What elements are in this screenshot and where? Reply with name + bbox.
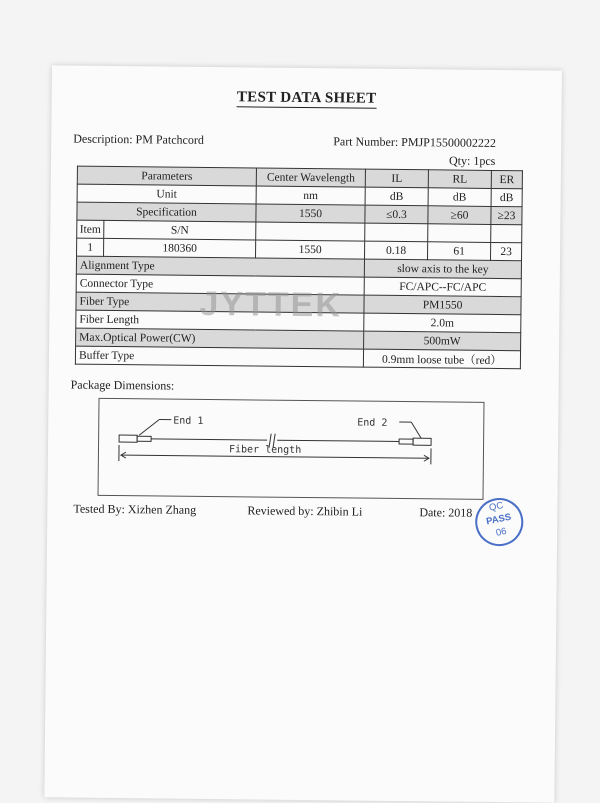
- header-cell: ER: [491, 170, 522, 188]
- reviewed-by: Reviewed by: Zhibin Li: [247, 503, 362, 519]
- row-cell: 61: [428, 242, 491, 261]
- unit-cell: nm: [256, 186, 365, 205]
- connector-right-icon: [413, 438, 431, 445]
- date: Date: 2018: [419, 505, 472, 521]
- property-value: 500mW: [364, 331, 521, 351]
- boot-right-icon: [399, 439, 413, 444]
- header-cell: IL: [365, 169, 428, 188]
- sn-header: S/N: [104, 220, 256, 240]
- property-value: PM1550: [364, 295, 521, 315]
- property-label: Fiber Length: [76, 310, 364, 331]
- item-header: Item: [77, 220, 104, 238]
- property-label: Buffer Type: [75, 346, 363, 367]
- stamp-line: PASS: [476, 510, 522, 530]
- fiber-length-label: Fiber length: [229, 444, 301, 456]
- spec-cell: ≤0.3: [365, 205, 428, 224]
- property-label: Alignment Type: [76, 256, 364, 277]
- fiber-diagram: [99, 399, 484, 499]
- property-label: Max.Optical Power(CW): [76, 328, 364, 349]
- package-diagram: [98, 398, 485, 500]
- spec-cell: Specification: [77, 202, 256, 222]
- test-data-table: [75, 166, 523, 370]
- row-cell: 1550: [256, 240, 365, 259]
- spec-cell: ≥23: [491, 206, 522, 224]
- unit-cell: dB: [491, 188, 522, 206]
- property-row: [75, 346, 520, 369]
- row-cell: 180360: [104, 238, 256, 258]
- stamp-line: QC: [474, 497, 520, 517]
- row-cell: 1: [77, 238, 104, 256]
- quantity: Qty: 1pcs: [449, 153, 495, 168]
- end2-label: End 2: [357, 418, 387, 429]
- tested-by: Tested By: Xizhen Zhang: [73, 502, 196, 518]
- property-value: 0.9mm loose tube（red）: [363, 349, 520, 369]
- unit-cell: Unit: [77, 184, 256, 204]
- row-cell: 23: [491, 242, 522, 260]
- property-value: 2.0m: [364, 313, 521, 333]
- connector-left-icon: [119, 435, 137, 442]
- boot-left-icon: [137, 436, 151, 441]
- property-label: Fiber Type: [76, 292, 364, 313]
- property-label: Connector Type: [76, 274, 364, 295]
- part-number: Part Number: PMJP15500002222: [333, 134, 496, 151]
- sheet-title: TEST DATA SHEET: [52, 87, 562, 109]
- stamp-line: 06: [479, 523, 525, 543]
- property-value: FC/APC--FC/APC: [364, 277, 521, 297]
- header-cell: Parameters: [77, 166, 256, 186]
- watermark: JYTTEK: [199, 285, 342, 325]
- header-cell: Center Wavelength: [256, 168, 365, 187]
- property-value: slow axis to the key: [364, 259, 521, 279]
- spec-cell: 1550: [256, 204, 365, 223]
- unit-cell: dB: [365, 187, 428, 206]
- package-dimensions-label: Package Dimensions:: [71, 378, 175, 394]
- description: Description: PM Patchcord: [73, 132, 204, 148]
- header-cell: RL: [428, 170, 491, 189]
- qc-pass-stamp: [471, 494, 528, 551]
- unit-cell: dB: [428, 188, 491, 207]
- spec-cell: ≥60: [428, 206, 491, 225]
- test-data-sheet: [44, 65, 562, 802]
- end1-label: End 1: [173, 416, 203, 427]
- row-cell: 0.18: [365, 241, 428, 260]
